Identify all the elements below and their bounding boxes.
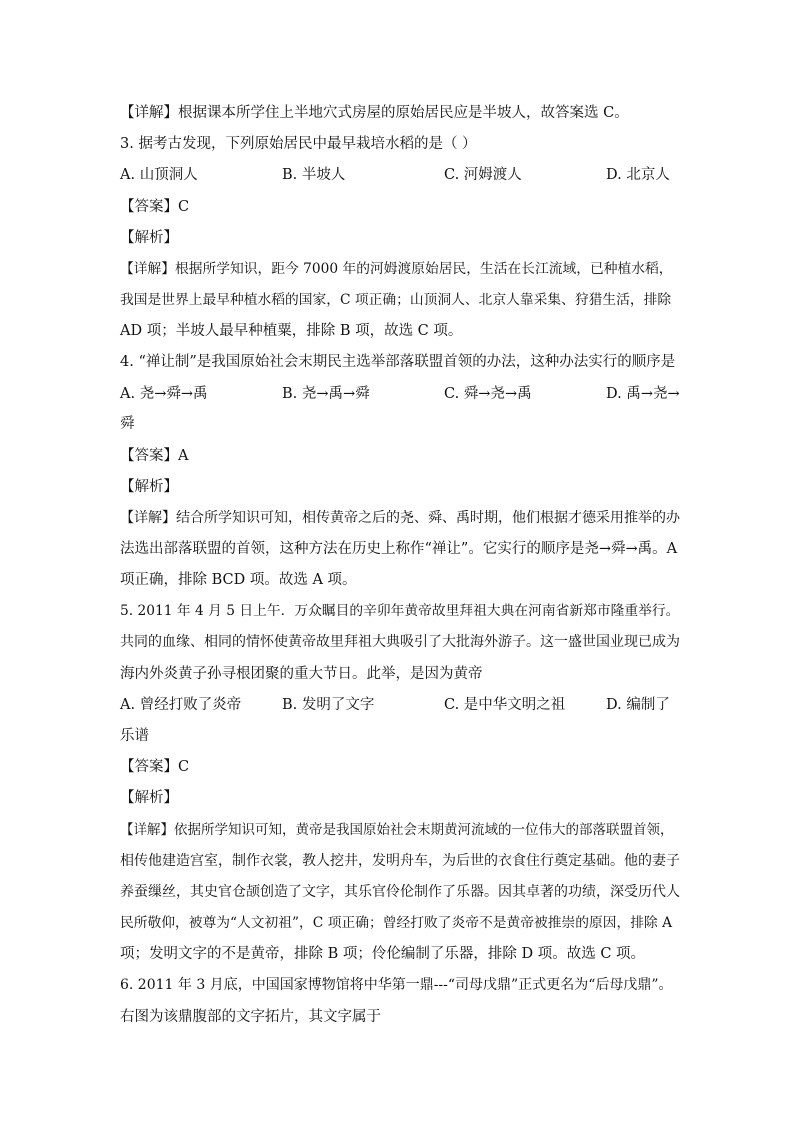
- question-3-options: [120, 165, 680, 185]
- option-c: C. 是中华文明之祖: [444, 697, 566, 713]
- option-c: C. 河姆渡人: [444, 167, 522, 183]
- explanation-line: 【详解】根据所学知识，距今 7000 年的河姆渡原始居民，生活在长江流域，已种植水稻，: [120, 261, 673, 277]
- option-b: B. 尧→禹→舜: [282, 386, 370, 402]
- explanation-line: 民所敬仰，被尊为“人文初祖”，C 项正确；曾经打败了炎帝不是黄帝被推崇的原因，排除 A: [120, 915, 673, 931]
- option-a: A. 曾经打败了炎帝: [120, 697, 242, 713]
- option-d-continuation: 乐谱: [120, 728, 149, 744]
- answer-label: 【答案】A: [120, 448, 189, 464]
- question-5-stem: 5. 2011 年 4 月 5 日上午．万众瞩目的辛卯年黄帝故里拜祖大典在河南省新郑市隆重举行。: [120, 603, 680, 619]
- option-d: D. 北京人: [606, 167, 670, 183]
- analysis-label: 【解析】: [120, 230, 178, 246]
- question-5-stem: 海内外炎黄子孙寻根团聚的重大节日。此举，是因为黄帝: [120, 666, 483, 682]
- option-a: A. 山顶洞人: [120, 167, 198, 183]
- option-c: C. 舜→尧→禹: [444, 386, 532, 402]
- explanation-line: 项；发明文字的不是黄帝，排除 B 项；伶伦编制了乐器，排除 D 项。故选 C 项。: [120, 946, 646, 962]
- question-5-stem: 共同的血缘、相同的情怀使黄帝故里拜祖大典吸引了大批海外游子。这一盛世国业现已成为: [120, 634, 680, 650]
- analysis-label: 【解析】: [120, 479, 178, 495]
- question-4-stem: 4. “禅让制”是我国原始社会末期民主选举部落联盟首领的办法，这种办法实行的顺序是: [120, 354, 676, 370]
- question-6-stem: 6. 2011 年 3 月底，中国国家博物馆将中华第一鼎---“司母戊鼎”正式更名为“后母戊鼎”。: [120, 977, 673, 993]
- question-4-options: [120, 384, 680, 404]
- explanation-line: AD 项；半坡人最早种植粟，排除 B 项，故选 C 项。: [120, 323, 463, 339]
- question-3-stem: 3. 据考古发现，下列原始居民中最早栽培水稻的是（ ）: [120, 136, 477, 152]
- option-b: B. 半坡人: [282, 167, 346, 183]
- explanation-line: 项正确，排除 BCD 项。故选 A 项。: [120, 572, 357, 588]
- option-d-continuation: 舜: [120, 416, 135, 432]
- explanation-line: 相传他建造宫室，制作衣裳，教人挖井，发明舟车，为后世的衣食住行奠定基础。他的妻子: [120, 853, 680, 869]
- option-a: A. 尧→舜→禹: [120, 386, 208, 402]
- explanation-line: 【详解】结合所学知识可知，相传黄帝之后的尧、舜、禹时期，他们根据才德采用推举的办: [120, 510, 680, 526]
- option-d: D. 禹→尧→: [606, 386, 680, 402]
- question-6-stem: 右图为该鼎腹部的文字拓片，其文字属于: [120, 1009, 381, 1025]
- answer-label: 【答案】C: [120, 199, 190, 215]
- explanation-line: 我国是世界上最早种植水稻的国家，C 项正确；山顶洞人、北京人靠采集、狩猎生活，排除: [120, 292, 672, 308]
- option-d: D. 编制了: [606, 697, 670, 713]
- explanation-line: 法选出部落联盟的首领，这种方法在历史上称作“禅让”。它实行的顺序是尧→舜→禹。A: [120, 541, 678, 557]
- explanation-line: 【详解】根据课本所学住上半地穴式房屋的原始居民应是半坡人，故答案选 C。: [120, 105, 629, 121]
- explanation-line: 养蚕缫丝，其史官仓颉创造了文字，其乐官伶伦制作了乐器。因其卓著的功绩，深受历代人: [120, 884, 680, 900]
- explanation-line: 【详解】依据所学知识可知，黄帝是我国原始社会末期黄河流域的一位伟大的部落联盟首领，: [120, 822, 674, 838]
- option-b: B. 发明了文字: [282, 697, 375, 713]
- analysis-label: 【解析】: [120, 790, 178, 806]
- answer-label: 【答案】C: [120, 759, 190, 775]
- question-5-options: [120, 695, 680, 715]
